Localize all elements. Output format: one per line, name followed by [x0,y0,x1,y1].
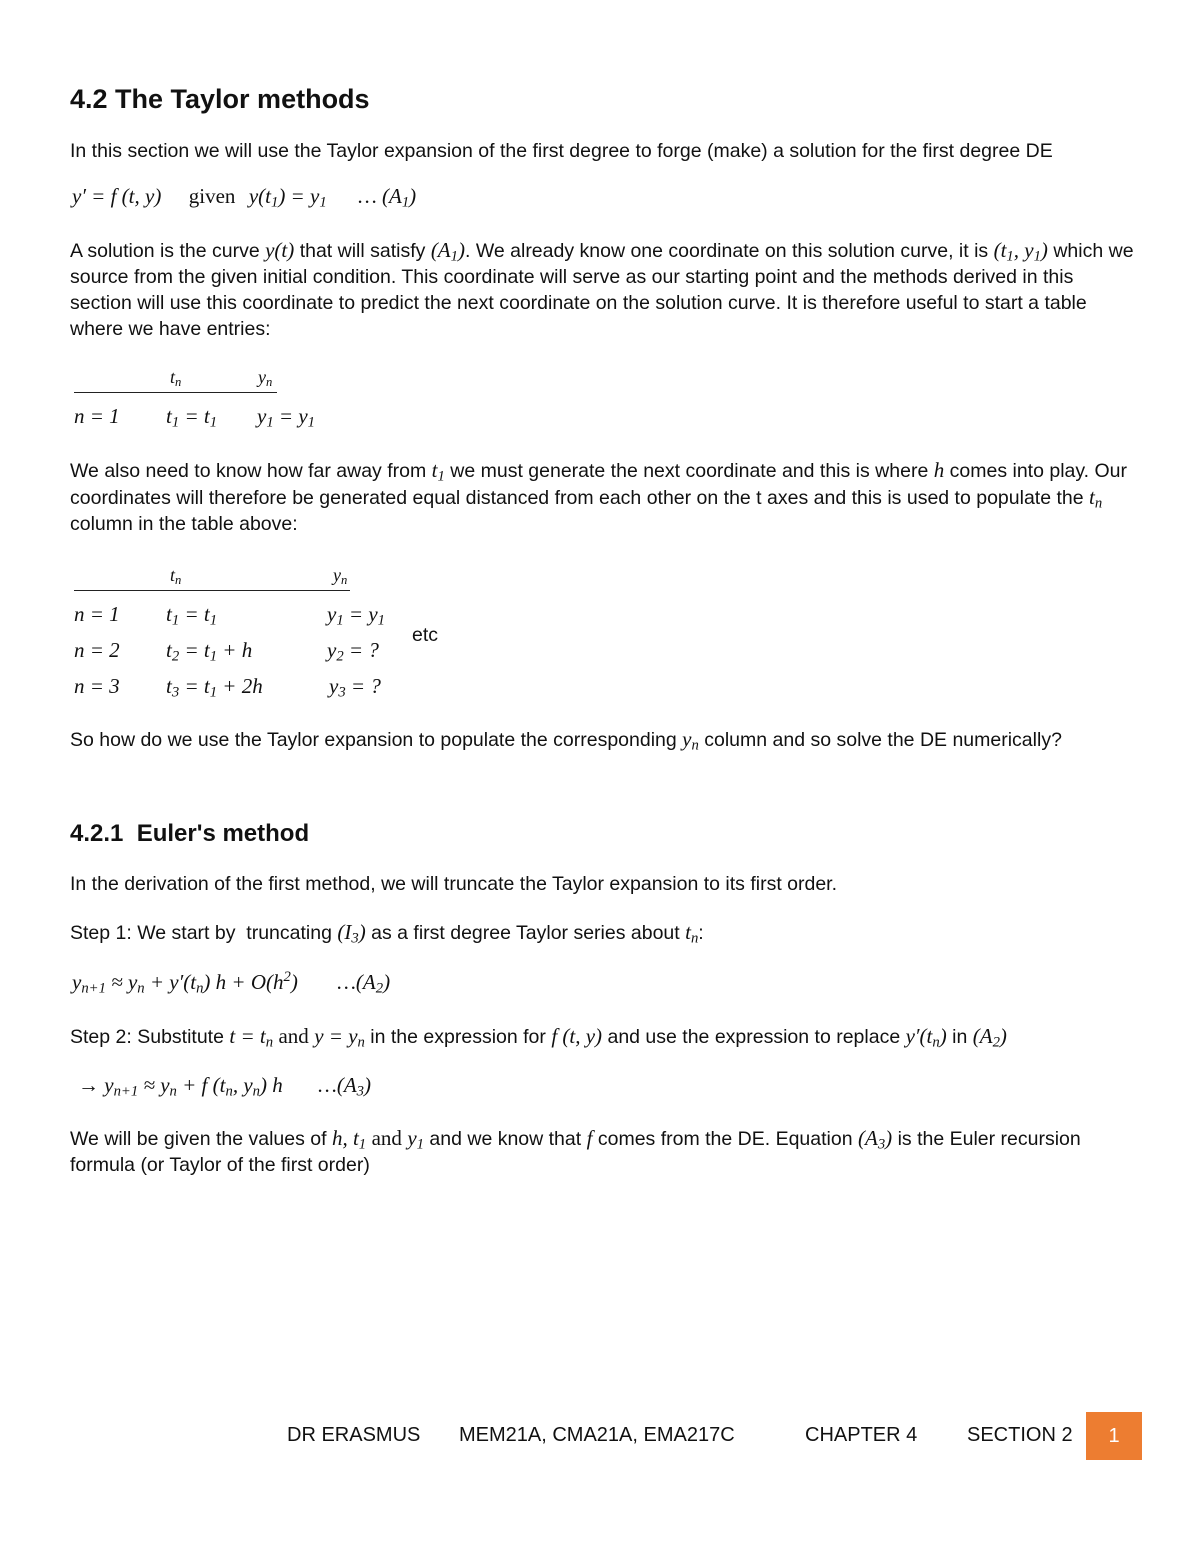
table1-header-tn: $t_n$ [170,367,182,390]
derivation-paragraph: In the derivation of the first method, we will truncate the Taylor expansion to its first order. [70,873,838,895]
step1-tn: $t_n$ [685,920,699,947]
subsection-title: 4.2.1 Euler's method [70,820,310,847]
footer-courses: MEM21A, CMA21A, EMA217C [459,1424,735,1446]
para3-text-d: column in the table above: [70,513,298,535]
table2-row2-t: $t_2 = t_1 + h$ [166,638,253,665]
eq1-lhs: y′ = f (t, y) [72,184,162,208]
para6-text-c: comes from the DE. Equation [597,1128,853,1150]
table2-row3-n: n = 3 [74,674,120,698]
page-number-badge [1086,1412,1142,1460]
para6-ref-a3: $(A_3)$ [857,1126,893,1153]
solution-paragraph [70,237,1140,342]
eq3-label: $\dots(A_3)$ [318,1073,372,1100]
para6-y1: $y_1$ [407,1126,424,1153]
step2-text-a: Step 2: Substitute [70,1026,224,1048]
para6-and: and [371,1126,402,1150]
eq1-label: … $(A_1)$ [358,184,417,211]
page-number: 1 [1108,1424,1120,1447]
table2-row1-n: n = 1 [74,602,120,626]
step-size-paragraph [70,457,1140,537]
step2-yp: $y'(t_n)$ [905,1024,947,1051]
table2-row1-y: $y_1 = y_1$ [327,602,386,629]
footer-chapter: CHAPTER 4 [805,1424,918,1446]
para4-text-a: So how do we use the Taylor expansion to populate the corresponding [70,729,677,751]
equation-a1 [72,184,416,209]
table2-row2-y: $y_2$ = ? [327,638,379,665]
para2-text-a: A solution is the curve [70,240,260,262]
tn-symbol: $t_n$ [1089,485,1103,512]
equation-a2 [72,970,390,995]
step2-text-b: in the expression for [370,1026,546,1048]
para6-text-b: and we know that [429,1128,582,1150]
curve-yt: y(t) [265,238,295,262]
step2-and: and [278,1024,309,1048]
question-paragraph [70,726,1140,753]
step1-text-a: Step 1: We start by truncating [70,922,332,944]
ref-i3: $(I_3)$ [337,920,366,947]
para6-text-a: We will be given the values of [70,1128,327,1150]
table2-header-yn: $y_n$ [333,565,348,588]
yn-symbol: $y_n$ [682,727,699,754]
step2-text-c: and use the expression to replace [607,1026,901,1048]
table2-rule [74,590,350,591]
ref-a1: $(A_1)$ [430,238,465,265]
eq3-expr: → $y_{n+1} \approx y_n + f$ ($t_n$, $y_n$) h [78,1073,283,1100]
equation-a3 [78,1073,371,1098]
intro-paragraph: In this section we will use the Taylor expansion of the first degree to forge (make) a solution for the first degree DE [70,140,1053,162]
step1-text-b: as a first degree Taylor series about [371,922,680,944]
step2-ref-a2: $(A_2)$ [972,1024,1007,1051]
table1-t: $t_1 = t_1$ [166,404,218,431]
sub-t: $t = t_n$ [229,1024,274,1051]
para6-vals: h, $t_1$ [331,1126,367,1153]
table2-header-tn: $t_n$ [170,565,182,588]
table2-etc: etc [412,624,439,646]
table1-header-yn: $y_n$ [258,367,273,390]
footer-author: DR ERASMUS [287,1424,421,1446]
eq2-expr: $y_{n+1} \approx y_n + y'(t_n) h + O(h^2)$ [72,969,298,997]
para2-text-b: that will satisfy [299,240,426,262]
para6-text-d: is the Euler recursion formula (or Taylor of the first order) [70,1128,1081,1176]
para2-text-c: . We already know one coordinate on this solution curve, it is [464,240,989,262]
para6-f: f [586,1126,593,1150]
table2-row2-n: n = 2 [74,638,120,662]
step2-f: f (t, y) [551,1024,603,1048]
table1-rule [74,392,277,393]
h-symbol: h [933,458,945,482]
step-2 [70,1023,1140,1050]
footer-section: SECTION 2 [967,1424,1073,1446]
eq1-given: given [188,184,236,208]
table2-row1-t: $t_1 = t_1$ [166,602,218,629]
section-title: 4.2 The Taylor methods [70,84,370,114]
para2-text-d: which we source from the given initial condition. This coordinate will serve as our starting point and the methods derived in this section will use this coordinate to predict the next coordinate on the solution curve. It is therefore useful to start a table where we have entries: [70,240,1134,340]
sub-y: $y = y_n$ [314,1024,365,1051]
table1-n: n = 1 [74,404,120,428]
step1-colon: : [698,922,704,944]
point-t1-y1: ($t_1$, $y_1$) [993,238,1048,265]
eq2-label: $\dots(A_2)$ [337,970,391,997]
para4-text-b: column and so solve the DE numerically? [704,729,1062,751]
eq1-condition: $y(t_1) = y_1$ [248,184,327,211]
step-1 [70,919,1140,946]
table2-row3-y: $y_3$ = ? [329,674,381,701]
para3-text-c: comes into play. Our coordinates will therefore be generated equal distanced from each other on the t axes and this is used to populate the [70,460,1128,509]
step2-text-d: in [952,1026,968,1048]
table1-y: $y_1 = y_1$ [257,404,316,431]
para3-text-b: we must generate the next coordinate and this is where [450,460,929,482]
para3-text-a: We also need to know how far away from [70,460,427,482]
t1-symbol: $t_1$ [431,458,445,485]
table2-row3-t: $t_3 = t_1 + 2h$ [166,674,263,701]
euler-formula-paragraph [70,1125,1140,1178]
